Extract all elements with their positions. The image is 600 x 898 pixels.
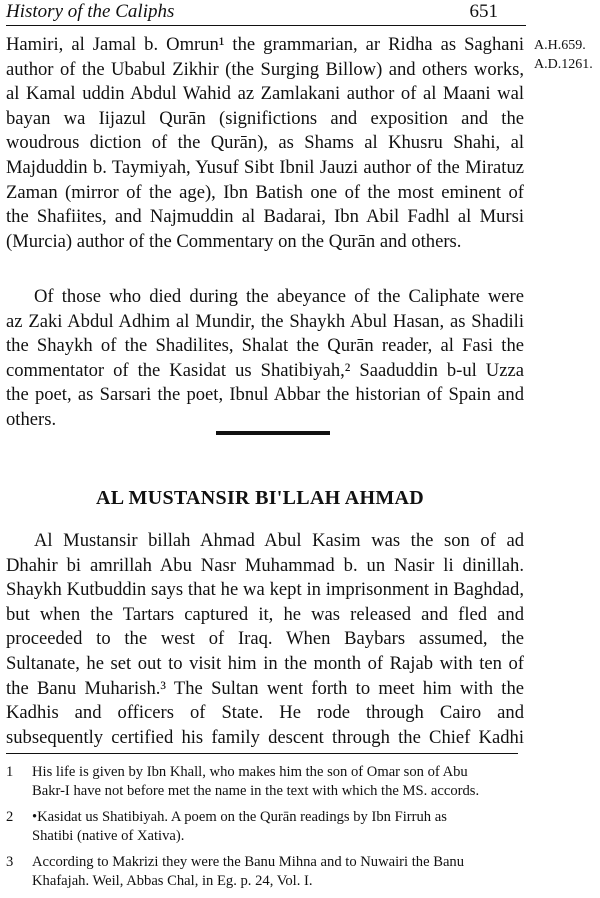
margin-note-hijri: A.H.659.: [534, 38, 586, 53]
text-line: az Zaki Abdul Adhim al Mundir, the Shaykh Abul Hasan, as Shadili: [6, 310, 524, 332]
text-line: Of those who died during the abeyance of the Caliphate were: [34, 286, 524, 307]
text-line: the Banu Muharish.³ The Sultan went forth to meet him with the: [6, 677, 524, 699]
text-line: others.: [6, 408, 57, 430]
text-line: Sultanate, he set out to visit him in the month of Rajab with ten of: [6, 652, 524, 674]
footnote-line: Bakr-I have not before met the name in the text with which the MS. accords.: [32, 783, 480, 799]
paragraph-mustansir: [6, 529, 524, 750]
text-line: Shaykh Kutbuddin says that he wa kept in imprisonment in Baghdad,: [6, 579, 524, 601]
footnote-number: 3: [6, 854, 14, 870]
margin-dates: [534, 36, 600, 74]
paragraph-deaths-abeyance: [6, 285, 524, 433]
text-line: bayan wa Iijazul Qurān (significtions and exposition and the: [6, 107, 524, 129]
footnote-3: [6, 853, 520, 891]
footnote-line: •Kasidat us Shatibiyah. A poem on the Qurān readings by Ibn Firruh as: [32, 809, 447, 825]
text-line: Majduddin b. Taymiyah, Yusuf Sibt Ibnil Jauzi author of the Miratuz: [6, 156, 524, 178]
text-line: Dhahir bi amrillah Abu Nasr Muhammad b. un Nasir li dinillah.: [6, 554, 524, 576]
footnote-line: According to Makrizi they were the Banu Mihna and to Nuwairi the Banu: [32, 854, 465, 870]
text-line: the Shafiites, and Najmuddin al Badarai, Ibn Abil Fadhl al Mursi: [6, 206, 524, 228]
text-line: the Shaykh of the Shadilites, Shalat the Qurān reader, al Fasi the: [6, 335, 524, 357]
running-header: [6, 1, 526, 26]
footnote-line: His life is given by Ibn Khall, who makes him the son of Omar son of Abu: [32, 764, 468, 780]
text-line: woudrous diction of the Qurān), as Shams al Khusru Shahi, al: [6, 132, 524, 154]
text-line: al Kamal uddin Abdul Wahid az Zamlakani author of al Maani wal: [6, 83, 524, 105]
footnote-rule: [6, 753, 518, 754]
text-line: commentator of the Kasidat us Shatibiyah,² Saaduddin b-ul Uzza: [6, 359, 524, 381]
section-divider: [216, 431, 330, 435]
text-line: Zaman (mirror of the age), Ibn Batish one of the most eminent of: [6, 181, 524, 203]
text-line: Al Mustansir billah Ahmad Abul Kasim was the son of ad: [34, 530, 524, 551]
footnote-2: [6, 808, 520, 846]
text-line: but when the Tartars captured it, he was released and fled and: [6, 603, 524, 625]
text-line: (Murcia) author of the Commentary on the Qurān and others.: [6, 230, 462, 252]
footnote-1: [6, 763, 520, 801]
text-line: author of the Ubabul Zikhir (the Surging Billow) and others works,: [6, 58, 524, 80]
running-title: History of the Caliphs: [6, 1, 175, 22]
footnote-line: Shatibi (native of Xativa).: [32, 828, 185, 844]
text-line: Kadhis and officers of State. He rode through Cairo and: [6, 702, 524, 724]
footnotes: [6, 763, 520, 898]
footnote-line: Khafajah. Weil, Abbas Chal, in Eg. p. 24, Vol. I.: [32, 873, 313, 889]
margin-note-gregorian: A.D.1261.: [534, 57, 593, 72]
paragraph-scholars-list: [6, 33, 524, 254]
footnote-number: 1: [6, 764, 14, 780]
section-heading: AL MUSTANSIR BI'LLAH AHMAD: [95, 487, 425, 509]
text-line: Hamiri, al Jamal b. Omrun¹ the grammarian, ar Ridha as Saghani: [6, 34, 524, 55]
text-line: the poet, as Sarsari the poet, Ibnul Abbar the historian of Spain and: [6, 384, 524, 406]
text-line: proceeded to the west of Iraq. When Baybars assumed, the: [6, 628, 524, 650]
page-number: 651: [469, 1, 498, 22]
text-line: subsequently certified his family descent through the Chief Kadhi: [6, 726, 524, 748]
footnote-number: 2: [6, 809, 14, 825]
